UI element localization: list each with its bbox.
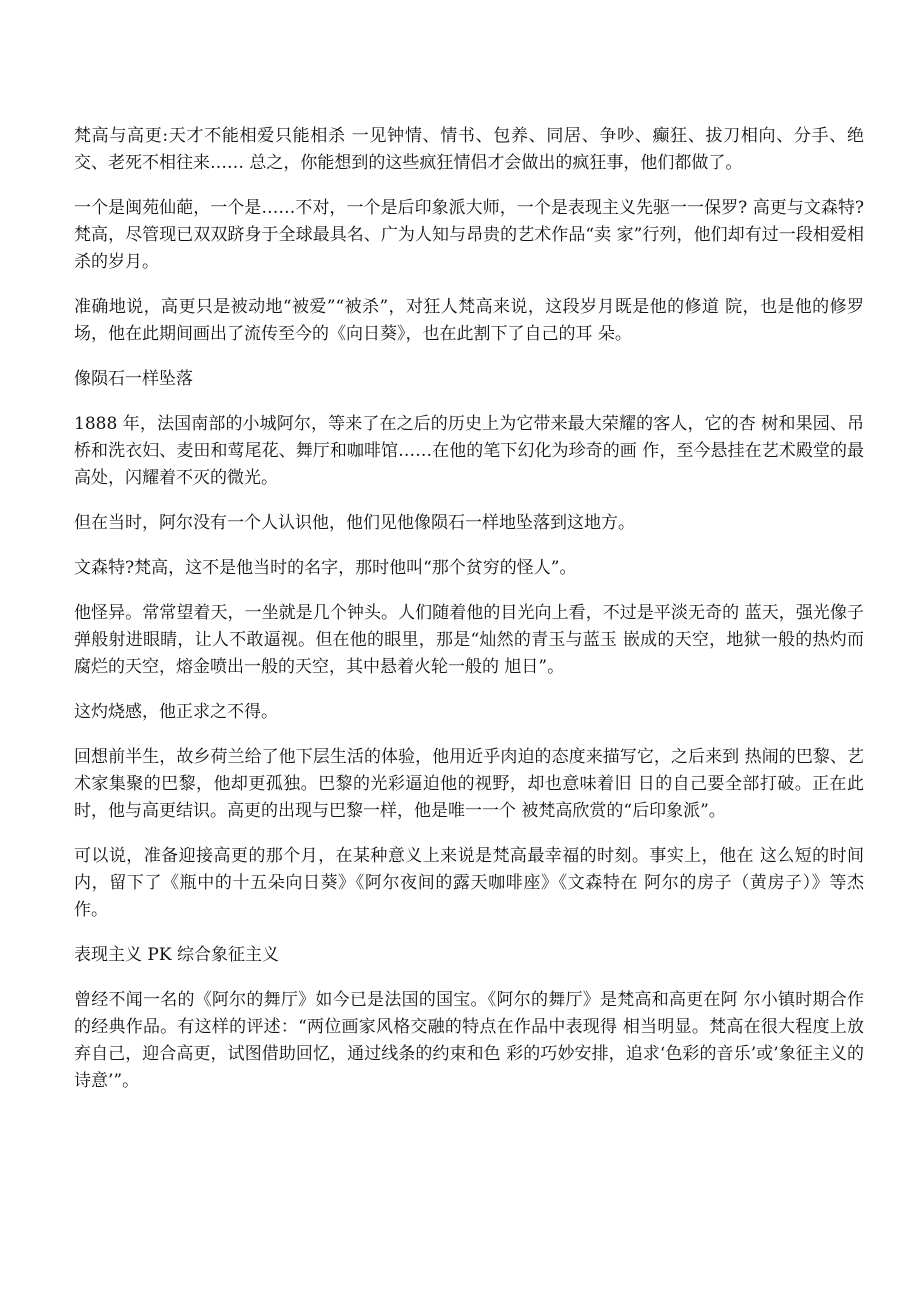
paragraph-past-life: 回想前半生，故乡荷兰给了他下层生活的体验，他用近乎肉迫的态度来描写它，之后来到 热闹的巴黎、艺术家集聚的巴黎，他却更孤独。巴黎的光彩逼迫他的视野，却也意味着旧 日的自己要全部打破。正在此时，他与高更结识。高更的出现与巴黎一样，他是唯一一个 被梵高欣赏的“后印象派”。: [74, 747, 864, 821]
paragraph-burning: 这灼烧感，他正求之不得。: [74, 702, 278, 722]
section-heading-meteor: 像陨石一样坠落: [74, 369, 193, 389]
paragraph-nobody-knew: 但在当时，阿尔没有一个人认识他，他们见他像陨石一样地坠落到这地方。: [74, 513, 635, 533]
paragraph-love-and-kill: 准确地说，高更只是被动地“被爱”“被杀”，对狂人梵高来说，这段岁月既是他的修道 院，也是他的修罗场，他在此期间画出了流传至今的《向日葵》，也在此割下了自己的耳 朵。: [74, 297, 864, 344]
paragraph-happiest-month: 可以说，准备迎接高更的那个月，在某种意义上来说是梵高最幸福的时刻。事实上，他在 这么短的时间内，留下了《瓶中的十五朵向日葵》《阿尔夜间的露天咖啡座》《文森特在 阿尔的房子（黄房子）》等杰作。: [74, 846, 864, 920]
section-heading-expressionism: 表现主义 PK 综合象征主义: [74, 945, 279, 965]
paragraph-arles-1888: 1888 年，法国南部的小城阿尔，等来了在之后的历史上为它带来最大荣耀的客人，它的杏 树和果园、吊桥和洗衣妇、麦田和莺尾花、舞厅和咖啡馆……在他的笔下幻化为珍奇的画 作，至今悬挂在艺术殿堂的最高处，闪耀着不灭的微光。: [74, 414, 864, 488]
paragraph-two-artists: 一个是闽苑仙葩，一个是……不对，一个是后印象派大师，一个是表现主义先驱一一保罗? 高更与文森特?梵高，尽管现已双双跻身于全球最具名、广为人知与昂贵的艺术作品“卖 家”行列，他们却有过一段相爱相杀的岁月。: [74, 198, 864, 272]
paragraph-intro: 梵高与高更:天才不能相爱只能相杀 一见钟情、情书、包养、同居、争吵、癫狂、拔刀相向、分手、绝交、老死不相往来…… 总之，你能想到的这些疯狂情侣才会做出的疯狂事，他们都做了。: [74, 126, 864, 173]
paragraph-dance-hall: 曾经不闻一名的《阿尔的舞厅》如今已是法国的国宝。《阿尔的舞厅》是梵高和高更在阿 尔小镇时期合作的经典作品。有这样的评述：“两位画家风格交融的特点在作品中表现得 相当明显。梵高在很大程度上放弃自己，迎合高更，试图借助回忆，通过线条的约束和色 彩的巧妙安排，追求‘色彩的音乐’或’象征主义的诗意’”。: [74, 990, 864, 1091]
paragraph-strange-sky: 他怪异。常常望着天，一坐就是几个钟头。人们随着他的目光向上看，不过是平淡无奇的 蓝天，强光像子弹般射进眼睛，让人不敢逼视。但在他的眼里，那是“灿然的青玉与蓝玉 嵌成的天空，地狱一般的热灼而腐烂的天空，熔金喷出一般的天空，其中悬着火轮一般的 旭日”。: [74, 603, 864, 677]
paragraph-poor-stranger: 文森特?梵高，这不是他当时的名字，那时他叫“那个贫穷的怪人”。: [74, 558, 577, 578]
article-body: [74, 123, 864, 1113]
